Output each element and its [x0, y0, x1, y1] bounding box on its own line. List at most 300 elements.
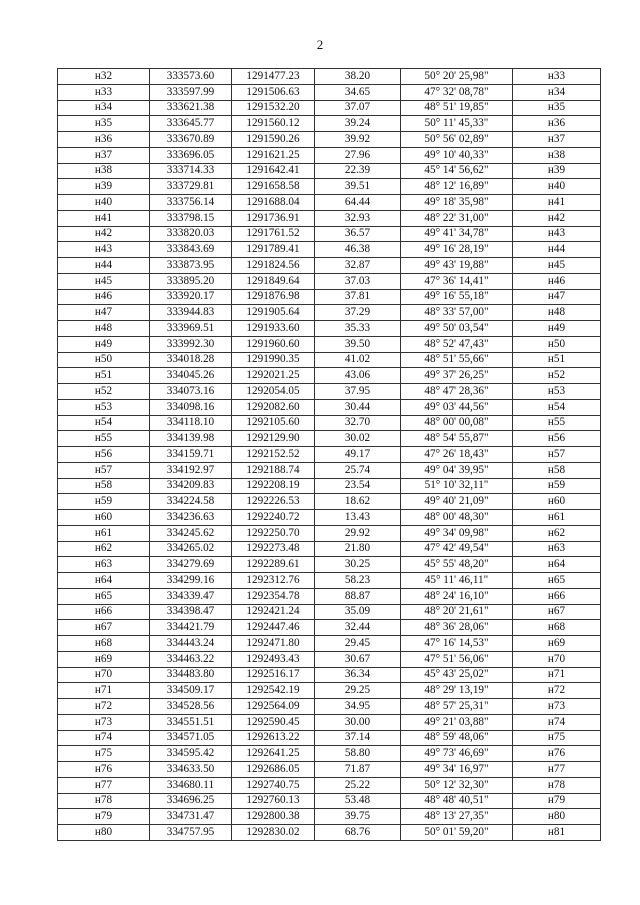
x-coordinate-cell: 333798.15 — [150, 210, 232, 226]
point-from-cell: н33 — [58, 84, 150, 100]
distance-cell: 13.43 — [315, 510, 401, 526]
bearing-cell: 49° 21' 03,88" — [401, 714, 513, 730]
x-coordinate-cell: 334680.11 — [150, 777, 232, 793]
point-from-cell: н54 — [58, 415, 150, 431]
x-coordinate-cell: 334398.47 — [150, 604, 232, 620]
x-coordinate-cell: 334236.63 — [150, 510, 232, 526]
table-row — [58, 541, 601, 557]
bearing-cell: 49° 16' 28,19" — [401, 242, 513, 258]
table-body — [58, 69, 601, 841]
point-to-cell: н35 — [513, 100, 601, 116]
point-to-cell: н65 — [513, 573, 601, 589]
x-coordinate-cell: 334118.10 — [150, 415, 232, 431]
point-to-cell: н81 — [513, 825, 601, 841]
y-coordinate-cell: 1292240.72 — [232, 510, 315, 526]
point-to-cell: н49 — [513, 321, 601, 337]
bearing-cell: 45° 43' 25,02" — [401, 667, 513, 683]
y-coordinate-cell: 1291849.64 — [232, 273, 315, 289]
y-coordinate-cell: 1292152.52 — [232, 447, 315, 463]
table-row — [58, 289, 601, 305]
distance-cell: 68.76 — [315, 825, 401, 841]
x-coordinate-cell: 333670.89 — [150, 132, 232, 148]
table-row — [58, 714, 601, 730]
point-from-cell: н62 — [58, 541, 150, 557]
x-coordinate-cell: 333920.17 — [150, 289, 232, 305]
point-from-cell: н51 — [58, 368, 150, 384]
x-coordinate-cell: 333820.03 — [150, 226, 232, 242]
y-coordinate-cell: 1291876.98 — [232, 289, 315, 305]
distance-cell: 23.54 — [315, 478, 401, 494]
point-to-cell: н36 — [513, 116, 601, 132]
point-from-cell: н47 — [58, 305, 150, 321]
table-row — [58, 210, 601, 226]
table-row — [58, 825, 601, 841]
bearing-cell: 48° 47' 28,36" — [401, 384, 513, 400]
bearing-cell: 50° 12' 32,30" — [401, 777, 513, 793]
x-coordinate-cell: 334571.05 — [150, 730, 232, 746]
point-from-cell: н58 — [58, 478, 150, 494]
point-from-cell: н35 — [58, 116, 150, 132]
point-to-cell: н59 — [513, 478, 601, 494]
bearing-cell: 49° 43' 19,88" — [401, 258, 513, 274]
bearing-cell: 47° 42' 49,54" — [401, 541, 513, 557]
point-to-cell: н67 — [513, 604, 601, 620]
bearing-cell: 47° 26' 18,43" — [401, 447, 513, 463]
x-coordinate-cell: 333729.81 — [150, 179, 232, 195]
bearing-cell: 47° 32' 08,78" — [401, 84, 513, 100]
x-coordinate-cell: 333645.77 — [150, 116, 232, 132]
x-coordinate-cell: 333873.95 — [150, 258, 232, 274]
y-coordinate-cell: 1292105.60 — [232, 415, 315, 431]
x-coordinate-cell: 334299.16 — [150, 573, 232, 589]
distance-cell: 39.50 — [315, 336, 401, 352]
y-coordinate-cell: 1292564.09 — [232, 699, 315, 715]
bearing-cell: 50° 20' 25,98" — [401, 69, 513, 85]
point-from-cell: н70 — [58, 667, 150, 683]
y-coordinate-cell: 1292760.13 — [232, 793, 315, 809]
y-coordinate-cell: 1292516.17 — [232, 667, 315, 683]
point-from-cell: н80 — [58, 825, 150, 841]
bearing-cell: 49° 37' 26,25" — [401, 368, 513, 384]
point-to-cell: н77 — [513, 762, 601, 778]
y-coordinate-cell: 1292226.53 — [232, 494, 315, 510]
y-coordinate-cell: 1292208.19 — [232, 478, 315, 494]
point-to-cell: н55 — [513, 415, 601, 431]
table-row — [58, 116, 601, 132]
bearing-cell: 45° 11' 46,11" — [401, 573, 513, 589]
table-row — [58, 179, 601, 195]
x-coordinate-cell: 333756.14 — [150, 195, 232, 211]
table-row — [58, 84, 601, 100]
x-coordinate-cell: 334279.69 — [150, 557, 232, 573]
point-to-cell: н45 — [513, 258, 601, 274]
point-to-cell: н39 — [513, 163, 601, 179]
point-from-cell: н60 — [58, 510, 150, 526]
point-from-cell: н69 — [58, 651, 150, 667]
x-coordinate-cell: 333895.20 — [150, 273, 232, 289]
x-coordinate-cell: 334339.47 — [150, 588, 232, 604]
distance-cell: 41.02 — [315, 352, 401, 368]
y-coordinate-cell: 1292082.60 — [232, 399, 315, 415]
y-coordinate-cell: 1292250.70 — [232, 525, 315, 541]
x-coordinate-cell: 333621.38 — [150, 100, 232, 116]
x-coordinate-cell: 334245.62 — [150, 525, 232, 541]
table-row — [58, 730, 601, 746]
x-coordinate-cell: 334483.80 — [150, 667, 232, 683]
point-from-cell: н71 — [58, 683, 150, 699]
y-coordinate-cell: 1291642.41 — [232, 163, 315, 179]
bearing-cell: 48° 00' 48,30" — [401, 510, 513, 526]
point-from-cell: н55 — [58, 431, 150, 447]
point-to-cell: н40 — [513, 179, 601, 195]
y-coordinate-cell: 1292740.75 — [232, 777, 315, 793]
bearing-cell: 49° 40' 21,09" — [401, 494, 513, 510]
point-to-cell: н51 — [513, 352, 601, 368]
y-coordinate-cell: 1291506.63 — [232, 84, 315, 100]
distance-cell: 25.22 — [315, 777, 401, 793]
coordinates-table — [57, 68, 601, 841]
y-coordinate-cell: 1292447.46 — [232, 620, 315, 636]
bearing-cell: 48° 57' 25,31" — [401, 699, 513, 715]
bearing-cell: 49° 10' 40,33" — [401, 147, 513, 163]
x-coordinate-cell: 334731.47 — [150, 809, 232, 825]
distance-cell: 37.29 — [315, 305, 401, 321]
table-row — [58, 809, 601, 825]
x-coordinate-cell: 333597.99 — [150, 84, 232, 100]
table-row — [58, 762, 601, 778]
distance-cell: 34.65 — [315, 84, 401, 100]
table-row — [58, 777, 601, 793]
bearing-cell: 48° 24' 16,10" — [401, 588, 513, 604]
point-to-cell: н61 — [513, 510, 601, 526]
y-coordinate-cell: 1291658.58 — [232, 179, 315, 195]
point-from-cell: н40 — [58, 195, 150, 211]
point-from-cell: н45 — [58, 273, 150, 289]
distance-cell: 35.09 — [315, 604, 401, 620]
y-coordinate-cell: 1292188.74 — [232, 462, 315, 478]
point-from-cell: н75 — [58, 746, 150, 762]
bearing-cell: 45° 55' 48,20" — [401, 557, 513, 573]
point-to-cell: н56 — [513, 431, 601, 447]
x-coordinate-cell: 333696.05 — [150, 147, 232, 163]
y-coordinate-cell: 1291621.25 — [232, 147, 315, 163]
bearing-cell: 49° 34' 09,98" — [401, 525, 513, 541]
point-to-cell: н80 — [513, 809, 601, 825]
x-coordinate-cell: 334595.42 — [150, 746, 232, 762]
point-to-cell: н38 — [513, 147, 601, 163]
y-coordinate-cell: 1292641.25 — [232, 746, 315, 762]
distance-cell: 36.57 — [315, 226, 401, 242]
bearing-cell: 49° 41' 34,78" — [401, 226, 513, 242]
bearing-cell: 48° 51' 19,85" — [401, 100, 513, 116]
y-coordinate-cell: 1291960.60 — [232, 336, 315, 352]
bearing-cell: 51° 10' 32,11" — [401, 478, 513, 494]
distance-cell: 58.80 — [315, 746, 401, 762]
point-from-cell: н34 — [58, 100, 150, 116]
point-from-cell: н78 — [58, 793, 150, 809]
distance-cell: 39.75 — [315, 809, 401, 825]
table-row — [58, 384, 601, 400]
point-from-cell: н42 — [58, 226, 150, 242]
bearing-cell: 48° 48' 40,51" — [401, 793, 513, 809]
point-from-cell: н56 — [58, 447, 150, 463]
point-to-cell: н37 — [513, 132, 601, 148]
distance-cell: 25.74 — [315, 462, 401, 478]
table-row — [58, 415, 601, 431]
table-row — [58, 132, 601, 148]
table-row — [58, 557, 601, 573]
bearing-cell: 50° 01' 59,20" — [401, 825, 513, 841]
bearing-cell: 48° 00' 00,08" — [401, 415, 513, 431]
x-coordinate-cell: 334045.26 — [150, 368, 232, 384]
table-row — [58, 163, 601, 179]
point-from-cell: н65 — [58, 588, 150, 604]
point-from-cell: н79 — [58, 809, 150, 825]
point-from-cell: н72 — [58, 699, 150, 715]
x-coordinate-cell: 334633.50 — [150, 762, 232, 778]
distance-cell: 36.34 — [315, 667, 401, 683]
table-row — [58, 525, 601, 541]
y-coordinate-cell: 1292686.05 — [232, 762, 315, 778]
table-row — [58, 573, 601, 589]
point-from-cell: н73 — [58, 714, 150, 730]
point-from-cell: н46 — [58, 289, 150, 305]
table-row — [58, 447, 601, 463]
point-from-cell: н43 — [58, 242, 150, 258]
point-from-cell: н57 — [58, 462, 150, 478]
table-row — [58, 462, 601, 478]
distance-cell: 53.48 — [315, 793, 401, 809]
distance-cell: 37.95 — [315, 384, 401, 400]
x-coordinate-cell: 333969.51 — [150, 321, 232, 337]
distance-cell: 29.92 — [315, 525, 401, 541]
distance-cell: 88.87 — [315, 588, 401, 604]
point-to-cell: н33 — [513, 69, 601, 85]
point-from-cell: н36 — [58, 132, 150, 148]
distance-cell: 30.00 — [315, 714, 401, 730]
bearing-cell: 48° 33' 57,00" — [401, 305, 513, 321]
x-coordinate-cell: 334696.25 — [150, 793, 232, 809]
point-from-cell: н37 — [58, 147, 150, 163]
table-row — [58, 793, 601, 809]
distance-cell: 32.93 — [315, 210, 401, 226]
point-from-cell: н53 — [58, 399, 150, 415]
y-coordinate-cell: 1291933.60 — [232, 321, 315, 337]
y-coordinate-cell: 1291736.91 — [232, 210, 315, 226]
point-from-cell: н67 — [58, 620, 150, 636]
bearing-cell: 48° 22' 31,00" — [401, 210, 513, 226]
point-to-cell: н79 — [513, 793, 601, 809]
bearing-cell: 49° 04' 39,95" — [401, 462, 513, 478]
y-coordinate-cell: 1292542.19 — [232, 683, 315, 699]
x-coordinate-cell: 334443.24 — [150, 636, 232, 652]
point-from-cell: н64 — [58, 573, 150, 589]
y-coordinate-cell: 1292493.43 — [232, 651, 315, 667]
bearing-cell: 47° 16' 14,53" — [401, 636, 513, 652]
table-row — [58, 226, 601, 242]
distance-cell: 32.44 — [315, 620, 401, 636]
y-coordinate-cell: 1291560.12 — [232, 116, 315, 132]
point-to-cell: н64 — [513, 557, 601, 573]
x-coordinate-cell: 334192.97 — [150, 462, 232, 478]
bearing-cell: 48° 59' 48,06" — [401, 730, 513, 746]
point-from-cell: н44 — [58, 258, 150, 274]
point-from-cell: н41 — [58, 210, 150, 226]
distance-cell: 32.70 — [315, 415, 401, 431]
distance-cell: 43.06 — [315, 368, 401, 384]
table-row — [58, 431, 601, 447]
point-to-cell: н54 — [513, 399, 601, 415]
point-to-cell: н73 — [513, 699, 601, 715]
table-row — [58, 242, 601, 258]
x-coordinate-cell: 333573.60 — [150, 69, 232, 85]
table-row — [58, 258, 601, 274]
distance-cell: 30.44 — [315, 399, 401, 415]
bearing-cell: 49° 03' 44,56" — [401, 399, 513, 415]
point-to-cell: н71 — [513, 667, 601, 683]
point-to-cell: н50 — [513, 336, 601, 352]
point-from-cell: н48 — [58, 321, 150, 337]
point-to-cell: н60 — [513, 494, 601, 510]
bearing-cell: 47° 36' 14,41" — [401, 273, 513, 289]
distance-cell: 21.80 — [315, 541, 401, 557]
point-from-cell: н38 — [58, 163, 150, 179]
x-coordinate-cell: 334421.79 — [150, 620, 232, 636]
point-from-cell: н50 — [58, 352, 150, 368]
distance-cell: 30.25 — [315, 557, 401, 573]
table-row — [58, 195, 601, 211]
point-to-cell: н46 — [513, 273, 601, 289]
x-coordinate-cell: 334224.58 — [150, 494, 232, 510]
table-row — [58, 336, 601, 352]
point-to-cell: н34 — [513, 84, 601, 100]
distance-cell: 37.14 — [315, 730, 401, 746]
x-coordinate-cell: 334757.95 — [150, 825, 232, 841]
table-row — [58, 352, 601, 368]
bearing-cell: 48° 20' 21,61" — [401, 604, 513, 620]
y-coordinate-cell: 1292021.25 — [232, 368, 315, 384]
point-from-cell: н63 — [58, 557, 150, 573]
bearing-cell: 50° 11' 45,33" — [401, 116, 513, 132]
distance-cell: 37.81 — [315, 289, 401, 305]
x-coordinate-cell: 334098.16 — [150, 399, 232, 415]
bearing-cell: 48° 29' 13,19" — [401, 683, 513, 699]
distance-cell: 30.02 — [315, 431, 401, 447]
table-row — [58, 69, 601, 85]
table-row — [58, 510, 601, 526]
x-coordinate-cell: 333992.30 — [150, 336, 232, 352]
distance-cell: 35.33 — [315, 321, 401, 337]
x-coordinate-cell: 334073.16 — [150, 384, 232, 400]
distance-cell: 32.87 — [315, 258, 401, 274]
x-coordinate-cell: 334209.83 — [150, 478, 232, 494]
table-row — [58, 273, 601, 289]
x-coordinate-cell: 334159.71 — [150, 447, 232, 463]
distance-cell: 39.51 — [315, 179, 401, 195]
y-coordinate-cell: 1291905.64 — [232, 305, 315, 321]
y-coordinate-cell: 1292273.48 — [232, 541, 315, 557]
bearing-cell: 49° 73' 46,69" — [401, 746, 513, 762]
point-to-cell: н70 — [513, 651, 601, 667]
point-from-cell: н66 — [58, 604, 150, 620]
point-to-cell: н78 — [513, 777, 601, 793]
distance-cell: 38.20 — [315, 69, 401, 85]
point-to-cell: н68 — [513, 620, 601, 636]
point-to-cell: н52 — [513, 368, 601, 384]
distance-cell: 34.95 — [315, 699, 401, 715]
table-row — [58, 321, 601, 337]
point-to-cell: н75 — [513, 730, 601, 746]
bearing-cell: 50° 56' 02,89" — [401, 132, 513, 148]
table-row — [58, 651, 601, 667]
point-to-cell: н42 — [513, 210, 601, 226]
distance-cell: 37.07 — [315, 100, 401, 116]
y-coordinate-cell: 1292590.45 — [232, 714, 315, 730]
point-to-cell: н66 — [513, 588, 601, 604]
point-to-cell: н41 — [513, 195, 601, 211]
point-to-cell: н63 — [513, 541, 601, 557]
x-coordinate-cell: 334018.28 — [150, 352, 232, 368]
point-to-cell: н53 — [513, 384, 601, 400]
point-from-cell: н76 — [58, 762, 150, 778]
y-coordinate-cell: 1291477.23 — [232, 69, 315, 85]
y-coordinate-cell: 1291590.26 — [232, 132, 315, 148]
bearing-cell: 45° 14' 56,62" — [401, 163, 513, 179]
bearing-cell: 48° 52' 47,43" — [401, 336, 513, 352]
table-row — [58, 305, 601, 321]
distance-cell: 29.25 — [315, 683, 401, 699]
bearing-cell: 49° 50' 03,54" — [401, 321, 513, 337]
point-to-cell: н43 — [513, 226, 601, 242]
x-coordinate-cell: 334265.02 — [150, 541, 232, 557]
distance-cell: 49.17 — [315, 447, 401, 463]
y-coordinate-cell: 1292289.61 — [232, 557, 315, 573]
y-coordinate-cell: 1292471.80 — [232, 636, 315, 652]
distance-cell: 39.92 — [315, 132, 401, 148]
table-row — [58, 604, 601, 620]
x-coordinate-cell: 333944.83 — [150, 305, 232, 321]
point-to-cell: н47 — [513, 289, 601, 305]
x-coordinate-cell: 334463.22 — [150, 651, 232, 667]
distance-cell: 30.67 — [315, 651, 401, 667]
y-coordinate-cell: 1291789.41 — [232, 242, 315, 258]
point-from-cell: н74 — [58, 730, 150, 746]
distance-cell: 71.87 — [315, 762, 401, 778]
x-coordinate-cell: 334139.98 — [150, 431, 232, 447]
point-from-cell: н77 — [58, 777, 150, 793]
y-coordinate-cell: 1292354.78 — [232, 588, 315, 604]
table-row — [58, 699, 601, 715]
table-row — [58, 100, 601, 116]
x-coordinate-cell: 333843.69 — [150, 242, 232, 258]
page-number: 2 — [316, 37, 324, 52]
table-row — [58, 147, 601, 163]
y-coordinate-cell: 1292421.24 — [232, 604, 315, 620]
point-to-cell: н72 — [513, 683, 601, 699]
x-coordinate-cell: 334551.51 — [150, 714, 232, 730]
bearing-cell: 49° 16' 55,18" — [401, 289, 513, 305]
bearing-cell: 48° 13' 27,35" — [401, 809, 513, 825]
distance-cell: 64.44 — [315, 195, 401, 211]
y-coordinate-cell: 1292830.02 — [232, 825, 315, 841]
point-from-cell: н68 — [58, 636, 150, 652]
distance-cell: 22.39 — [315, 163, 401, 179]
x-coordinate-cell: 334528.56 — [150, 699, 232, 715]
distance-cell: 18.62 — [315, 494, 401, 510]
distance-cell: 39.24 — [315, 116, 401, 132]
x-coordinate-cell: 334509.17 — [150, 683, 232, 699]
point-from-cell: н59 — [58, 494, 150, 510]
